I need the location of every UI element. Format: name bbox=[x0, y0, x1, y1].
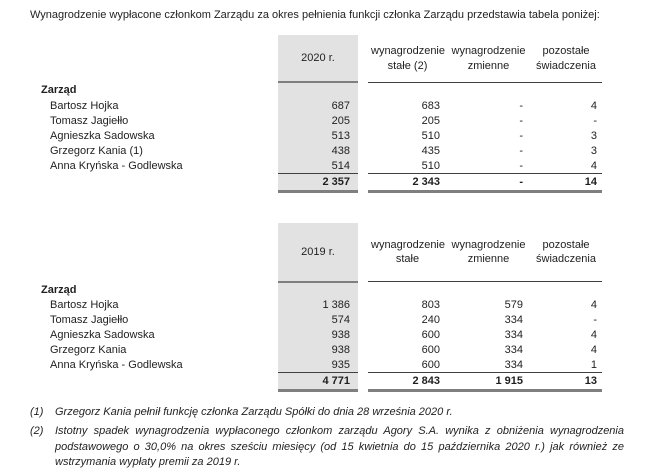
total-fixed: 2 343 bbox=[368, 173, 447, 191]
member-name: Tomasz Jagiełło bbox=[50, 314, 129, 327]
value-other: 4 bbox=[590, 299, 597, 312]
value-other: 4 bbox=[530, 158, 602, 173]
table-row bbox=[30, 113, 602, 128]
cell-gap bbox=[358, 158, 368, 173]
value-year: 935 bbox=[278, 358, 358, 373]
value-variable: - bbox=[519, 99, 523, 112]
footnotes bbox=[30, 405, 624, 470]
total-year: 2 357 bbox=[278, 173, 358, 191]
value-fixed: 240 bbox=[421, 314, 440, 327]
group-row bbox=[30, 82, 602, 98]
value-year: 1 386 bbox=[278, 298, 358, 313]
member-name: Agnieszka Sadowska bbox=[50, 129, 155, 142]
value-variable: - bbox=[519, 129, 523, 142]
cell-gap bbox=[358, 82, 368, 98]
value-year: 513 bbox=[278, 128, 358, 143]
value-fixed: 600 bbox=[368, 358, 447, 373]
cell-gap bbox=[358, 98, 368, 113]
value-other: 3 bbox=[590, 129, 597, 142]
total-other: 14 bbox=[530, 173, 602, 191]
cell-gap bbox=[358, 343, 368, 358]
table-row bbox=[30, 98, 602, 113]
value-year: 938 bbox=[278, 343, 358, 358]
footnote-2 bbox=[30, 424, 624, 471]
cell-empty bbox=[278, 82, 358, 98]
table-row bbox=[30, 158, 602, 173]
group-row bbox=[30, 282, 602, 298]
value-variable: 334 bbox=[504, 344, 523, 357]
table-row bbox=[30, 343, 602, 358]
member-name: Anna Kryńska - Godlewska bbox=[50, 159, 183, 172]
footnote-text: Istotny spadek wynagrodzenia wypłaconego członkom zarządu Agory S.A. wynika z obniżenia wynagrodzenia podstawowego o 30,0% na okres sześciu miesięcy (od 15 kwietnia do 15 października 2020 r.) jak również ze wstrzymania wypłaty premii za 2019 r. bbox=[55, 424, 624, 469]
total-other: 13 bbox=[530, 373, 602, 391]
year-header: 2019 r. bbox=[278, 223, 358, 282]
value-fixed: 683 bbox=[421, 99, 440, 112]
cell-empty bbox=[30, 35, 278, 82]
footnote-1 bbox=[30, 405, 624, 421]
table-row bbox=[30, 358, 602, 373]
table-row bbox=[30, 328, 602, 343]
cell-empty bbox=[278, 282, 358, 298]
value-variable: 334 bbox=[447, 358, 530, 373]
member-name: Tomasz Jagiełło bbox=[50, 114, 129, 127]
cell-gap bbox=[358, 313, 368, 328]
cell-gap bbox=[358, 358, 368, 373]
member-name: Grzegorz Kania (1) bbox=[50, 144, 143, 157]
column-header-fixed: wynagrodzenie stałe (2) bbox=[368, 35, 447, 82]
value-other: 4 bbox=[590, 329, 597, 342]
footnote-text: Grzegorz Kania pełnił funkcję członka Zarządu Spółki do dnia 28 września 2020 r. bbox=[55, 406, 453, 419]
table-row bbox=[30, 298, 602, 313]
value-fixed: 600 bbox=[421, 329, 440, 342]
total-fixed: 2 843 bbox=[368, 373, 447, 391]
member-name: Bartosz Hojka bbox=[50, 299, 119, 312]
total-row bbox=[30, 173, 602, 191]
group-label: Zarząd bbox=[41, 283, 77, 296]
value-fixed: 205 bbox=[421, 114, 440, 127]
intro-paragraph: Wynagrodzenie wypłacone członkom Zarządu za okres pełnienia funkcji członka Zarządu przedstawia tabela poniżej: bbox=[30, 9, 600, 21]
table-header-row bbox=[30, 35, 602, 82]
footnote-marker: (1) bbox=[30, 406, 44, 419]
member-name: Anna Kryńska - Godlewska bbox=[50, 359, 183, 372]
value-fixed: 600 bbox=[421, 344, 440, 357]
column-header-variable: wynagrodzenie zmienne bbox=[447, 35, 530, 82]
remuneration-table-2020 bbox=[30, 35, 602, 193]
cell-empty bbox=[530, 282, 602, 298]
value-other: - bbox=[593, 114, 597, 127]
value-other: 1 bbox=[530, 358, 602, 373]
value-fixed: 435 bbox=[421, 144, 440, 157]
column-header-other: pozostałe świadczenia bbox=[530, 35, 602, 82]
value-year: 938 bbox=[278, 328, 358, 343]
cell-gap bbox=[358, 173, 368, 191]
value-variable: 334 bbox=[504, 329, 523, 342]
cell-gap bbox=[358, 113, 368, 128]
total-year: 4 771 bbox=[278, 373, 358, 391]
cell-empty bbox=[30, 223, 278, 282]
value-other: 4 bbox=[590, 344, 597, 357]
cell-gap bbox=[358, 143, 368, 158]
footnote-marker: (2) bbox=[30, 424, 44, 437]
value-year: 205 bbox=[278, 113, 358, 128]
value-year: 687 bbox=[278, 98, 358, 113]
value-other: - bbox=[593, 314, 597, 327]
value-fixed: 803 bbox=[421, 299, 440, 312]
value-fixed: 510 bbox=[421, 129, 440, 142]
remuneration-table-2019 bbox=[30, 223, 602, 393]
value-variable: - bbox=[447, 158, 530, 173]
value-year: 574 bbox=[278, 313, 358, 328]
member-name: Grzegorz Kania bbox=[50, 344, 127, 357]
value-fixed: 510 bbox=[368, 158, 447, 173]
value-other: 4 bbox=[590, 99, 597, 112]
cell-empty bbox=[368, 282, 447, 298]
cell-gap bbox=[358, 282, 368, 298]
cell-gap bbox=[358, 223, 368, 282]
cell-empty bbox=[30, 173, 278, 191]
value-variable: 334 bbox=[504, 314, 523, 327]
value-variable: - bbox=[519, 144, 523, 157]
total-variable: 1 915 bbox=[447, 373, 530, 391]
cell-gap bbox=[358, 298, 368, 313]
cell-empty bbox=[447, 282, 530, 298]
value-variable: - bbox=[519, 114, 523, 127]
value-year: 514 bbox=[278, 158, 358, 173]
cell-empty bbox=[447, 82, 530, 98]
cell-gap bbox=[358, 328, 368, 343]
cell-empty bbox=[368, 82, 447, 98]
total-row bbox=[30, 373, 602, 391]
total-variable: - bbox=[447, 173, 530, 191]
group-label: Zarząd bbox=[41, 84, 77, 97]
column-header-other: pozostałe świadczenia bbox=[530, 223, 602, 282]
value-other: 3 bbox=[590, 144, 597, 157]
cell-gap bbox=[358, 128, 368, 143]
value-variable: 579 bbox=[504, 299, 523, 312]
member-name: Agnieszka Sadowska bbox=[50, 329, 155, 342]
cell-empty bbox=[30, 373, 278, 391]
table-row bbox=[30, 313, 602, 328]
value-year: 438 bbox=[278, 143, 358, 158]
cell-empty bbox=[530, 82, 602, 98]
table-row bbox=[30, 128, 602, 143]
column-header-fixed: wynagrodzenie stałe bbox=[368, 223, 447, 282]
cell-gap bbox=[358, 373, 368, 391]
table-row bbox=[30, 143, 602, 158]
member-name: Bartosz Hojka bbox=[50, 99, 119, 112]
table-header-row bbox=[30, 223, 602, 282]
column-header-variable: wynagrodzenie zmienne bbox=[447, 223, 530, 282]
year-header: 2020 r. bbox=[278, 35, 358, 82]
cell-gap bbox=[358, 35, 368, 82]
